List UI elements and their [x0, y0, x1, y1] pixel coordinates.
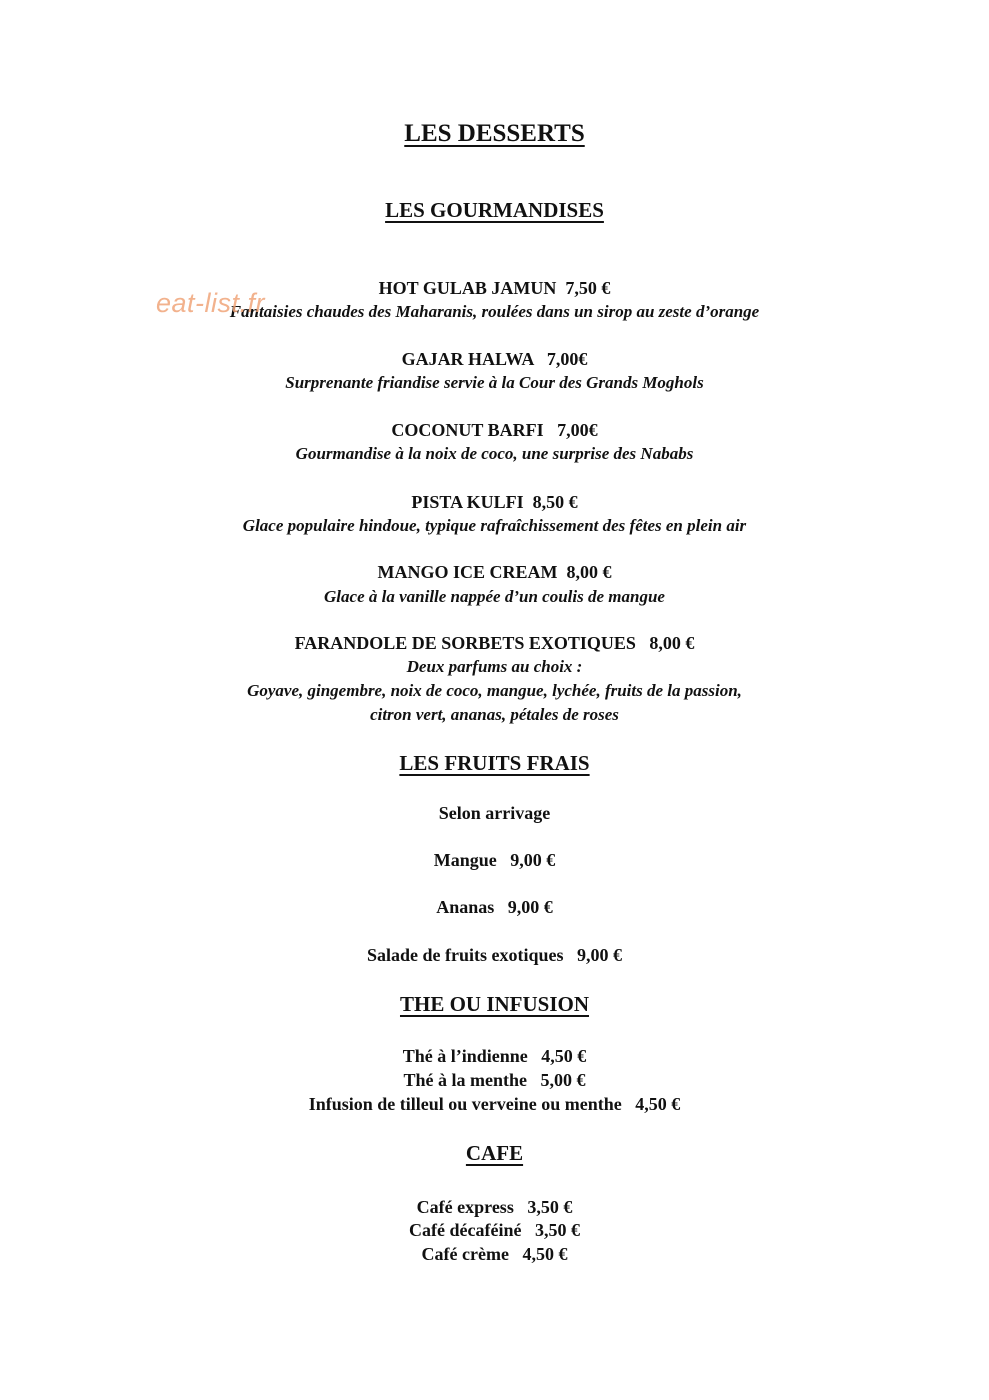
menu-item-description: Glace à la vanille nappée d’un coulis de mangue — [324, 587, 665, 606]
menu-item-name: Selon arrivage — [438, 803, 551, 823]
menu-item-name: Thé à la menthe 5,00 € — [403, 1070, 586, 1090]
menu-item-name: GAJAR HALWA 7,00€ — [401, 349, 588, 369]
menu-item-name: COCONUT BARFI 7,00€ — [391, 420, 598, 440]
menu-item-name: FARANDOLE DE SORBETS EXOTIQUES 8,00 € — [294, 633, 695, 653]
menu-item-name: Infusion de tilleul ou verveine ou menthe 4,50 € — [308, 1094, 681, 1114]
menu-item-name: Ananas 9,00 € — [436, 897, 553, 917]
menu-item-name: Thé à l’indienne 4,50 € — [402, 1046, 587, 1066]
menu-item-name: Café express 3,50 € — [416, 1197, 573, 1217]
menu-item-name: Café crème 4,50 € — [421, 1244, 568, 1264]
page-title: LES DESSERTS — [404, 120, 585, 147]
section-heading-the: THE OU INFUSION — [399, 992, 590, 1016]
menu-item-name: HOT GULAB JAMUN 7,50 € — [378, 278, 611, 298]
menu-item-description: Deux parfums au choix : — [406, 657, 583, 676]
section-heading-gourmandises: LES GOURMANDISES — [385, 198, 604, 222]
section-heading-fruits: LES FRUITS FRAIS — [399, 751, 590, 775]
menu-item-name: Salade de fruits exotiques 9,00 € — [366, 945, 622, 965]
menu-item-name: PISTA KULFI 8,50 € — [411, 492, 578, 512]
section-heading-cafe: CAFE — [465, 1141, 524, 1165]
menu-item-description: Fantaisies chaudes des Maharanis, roulées dans un sirop au zeste d’orange — [229, 302, 760, 321]
menu-item-description: citron vert, ananas, pétales de roses — [370, 705, 619, 724]
menu-item-description: Glace populaire hindoue, typique rafraîchissement des fêtes en plein air — [242, 516, 747, 535]
menu-item-name: Café décaféiné 3,50 € — [409, 1220, 580, 1240]
menu-item-description: Gourmandise à la noix de coco, une surprise des Nababs — [295, 444, 694, 463]
menu-item-description: Surprenante friandise servie à la Cour des Grands Moghols — [285, 373, 704, 392]
watermark-logo: eat-list.fr — [156, 288, 266, 318]
menu-item-description: Goyave, gingembre, noix de coco, mangue, lychée, fruits de la passion, — [247, 681, 742, 700]
menu-item-name: MANGO ICE CREAM 8,00 € — [377, 562, 612, 582]
menu-item-name: Mangue 9,00 € — [433, 850, 556, 870]
